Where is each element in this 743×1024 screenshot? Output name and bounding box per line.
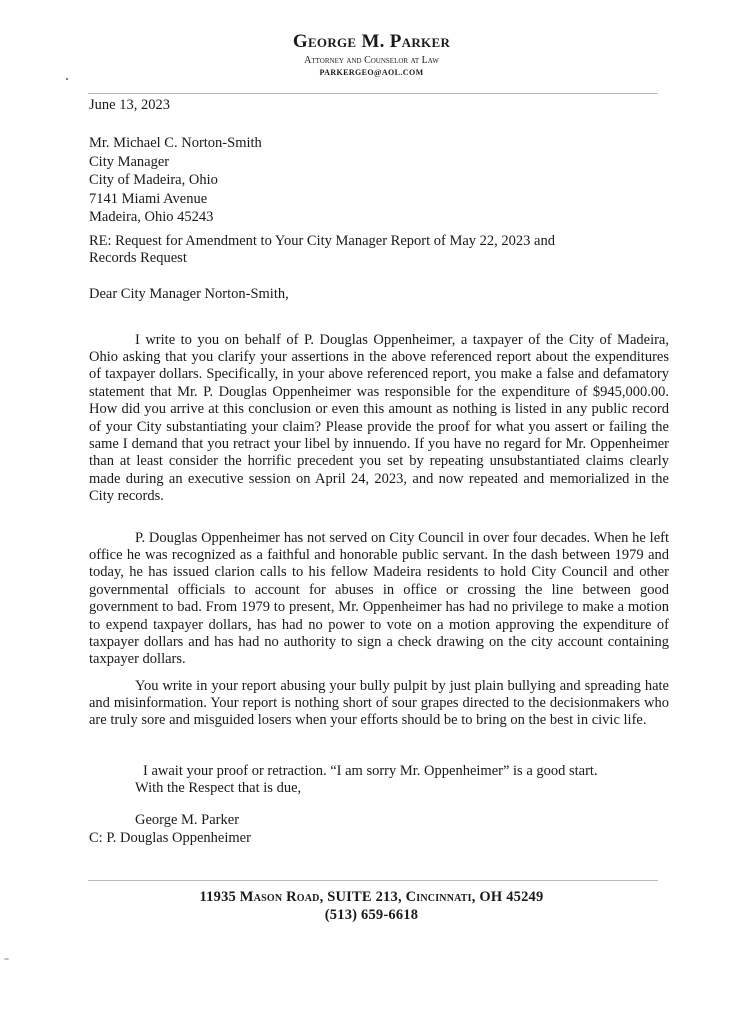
recipient-title: City Manager — [89, 153, 170, 170]
footer-address: 11935 Mason Road, SUITE 213, Cincinnati, OH 45249 — [199, 889, 544, 905]
scan-speck — [4, 958, 9, 960]
recipient-city: Madeira, Ohio 45243 — [89, 209, 214, 225]
carbon-copy: C: P. Douglas Oppenheimer — [89, 830, 251, 846]
recipient-address — [89, 134, 669, 227]
recipient-org: City of Madeira, Ohio — [89, 172, 218, 188]
paragraph-4-text: I await your proof or retraction. “I am sorry Mr. Oppenheimer” is a good start. — [143, 762, 598, 779]
footer-phone: (513) 659-6618 — [324, 907, 419, 923]
paragraph-2: P. Douglas Oppenheimer has not served on City Council in over four decades. When he left office he was recognized as a faithful and honorable public servant. In the dash between 1979 and today, he has issued clarion calls to his fellow Madeira residents to hold City Council and other governmental officials to account for abuses in office or crossing the line between good government to bad. From 1979 to present, Mr. Oppenheimer has had no privilege to make a motion to expend taxpayer dollars, has had no power to vote on a motion approving the expenditure of taxpayer dollars and has had no authority to sign a check drawing on the city account containing taxpayer dollars. — [89, 529, 669, 668]
paragraph-4 — [143, 763, 723, 780]
letter-date: June 13, 2023 — [89, 97, 170, 113]
header-divider — [88, 93, 658, 94]
letterhead-email: PARKERGEO@AOL.COM — [319, 68, 424, 77]
subject-line — [89, 233, 669, 268]
recipient-street: 7141 Miami Avenue — [89, 190, 208, 207]
letterhead-title: Attorney and Counselor at Law — [304, 55, 439, 66]
signature-name: George M. Parker — [135, 812, 240, 828]
subject-line-2: Records Request — [89, 250, 187, 267]
paragraph-3: You write in your report abusing your bully pulpit by just plain bullying and spreading hate and misinformation. Your report is nothing short of sour grapes directed to the decisionmakers who are truly sore and misguided losers when your efforts should be to bring on the best in civic life. — [89, 677, 669, 729]
closing: With the Respect that is due, — [135, 780, 302, 796]
letterhead — [0, 30, 743, 78]
footer-divider — [88, 880, 658, 881]
footer — [0, 888, 743, 924]
paragraph-1: I write to you on behalf of P. Douglas Oppenheimer, a taxpayer of the City of Madeira, Ohio asking that you clarify your assertions in the above referenced report about the expenditures of taxpayer dollars. Specifically, in your above referenced report, you make a false and defamatory statement that Mr. P. Douglas Oppenheimer was responsible for the expenditure of $945,000.00. How did you arrive at this conclusion or even this amount as nothing is listed in any public record of your City substantiating your claim? Please provide the proof for what you assert or failing the same I demand that you retract your libel by innuendo. If you have no regard for Mr. Oppenheimer than at least consider the horrific precedent you set by repeating unsubstantiated claims clearly made during an executive session on April 24, 2023, and now repeated and memorialized in the City records. — [89, 331, 669, 505]
scan-speck — [66, 78, 68, 80]
salutation: Dear City Manager Norton-Smith, — [89, 286, 289, 302]
subject-line-1: RE: Request for Amendment to Your City Manager Report of May 22, 2023 and — [89, 233, 555, 249]
letterhead-name: George M. Parker — [292, 31, 451, 52]
recipient-name: Mr. Michael C. Norton-Smith — [89, 135, 262, 151]
